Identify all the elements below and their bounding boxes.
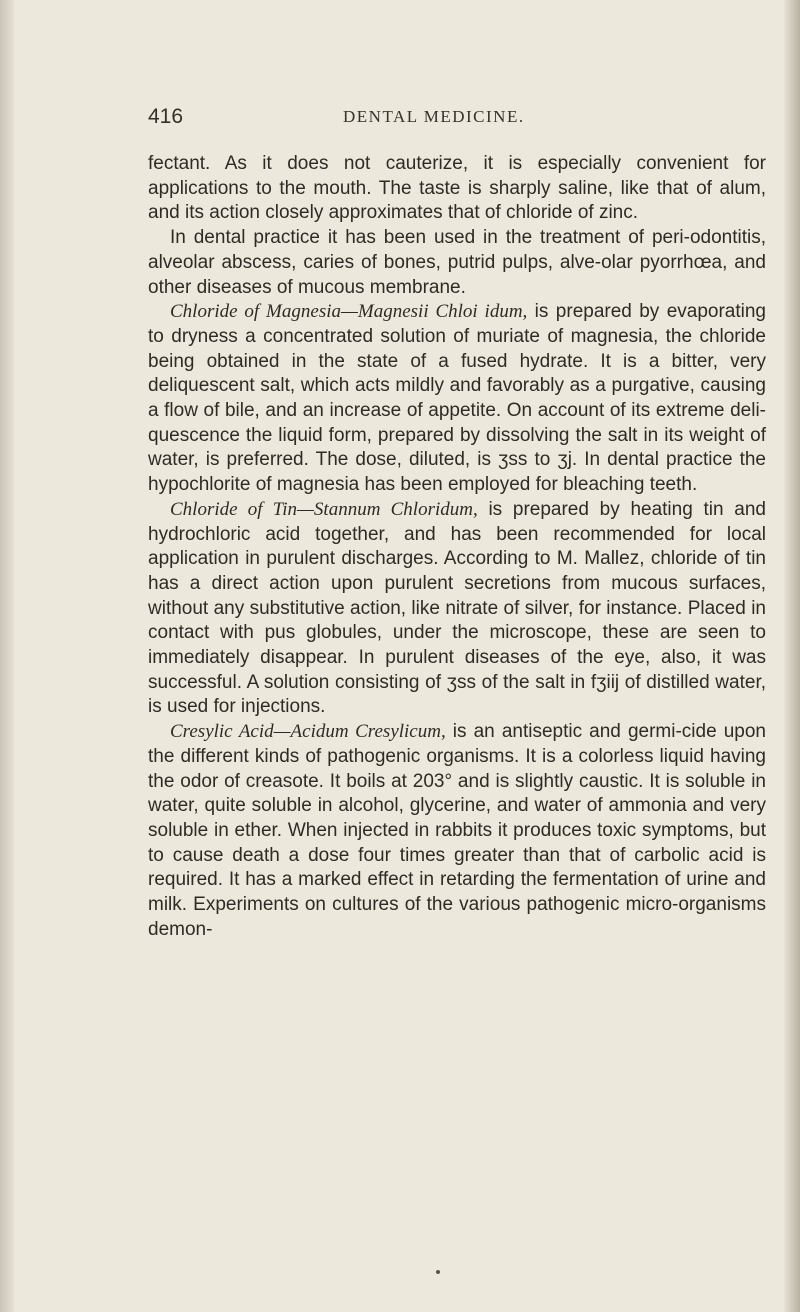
print-speck <box>436 1270 440 1274</box>
entry-title-tin: Chloride of Tin—Stannum Chloridum, <box>170 498 478 520</box>
entry-title-magnesia: Chloride of Magnesia—Magnesii Chloi idum, <box>170 301 528 323</box>
page-number: 416 <box>148 105 184 128</box>
page-edge-right <box>784 0 800 1312</box>
body-text <box>148 152 766 943</box>
entry-text-tin: is prepared by heating tin and hydrochloric acid together, and has been recommended for local application in purulent discharges. According to M. Mallez, chloride of tin has a direct action upon purulent secretions from mucous surfaces, without any substitutive action, like nitrate of silver, for instance. Placed in contact with pus globules, under the microscope, these are seen to immediately disappear. In purulent diseases of the eye, also, it was successful. A solution consisting of ʒss of the salt in fʒiij of distilled water, is used for injections. <box>148 498 767 718</box>
page-header <box>148 105 788 135</box>
running-head: DENTAL MEDICINE. <box>343 107 525 126</box>
entry-text-cresylic: is an antiseptic and germi-cide upon the different kinds of pathogenic organisms. It is a colorless liquid having the odor of creasote. It boils at 203° and is slightly caustic. It is soluble in water, quite soluble in alcohol, glycerine, and water of ammonia and very soluble in ether. When injected in rabbits it produces toxic symptoms, but to cause death a dose four times greater than that of carbolic acid is required. It has a marked effect in retarding the fermentation of urine and milk. Experiments on cultures of the various pathogenic micro-organisms demon- <box>148 721 766 940</box>
paragraph-cresylic-acid <box>148 720 766 942</box>
paragraph-dental-practice: In dental practice it has been used in the treatment of peri-odontitis, alveolar abscess, caries of bones, putrid pulps, alve-olar pyorrhœa, and other diseases of mucous membrane. <box>148 227 766 298</box>
entry-title-cresylic: Cresylic Acid—Acidum Cresylicum, <box>170 721 446 743</box>
page-edge-left <box>0 0 14 1312</box>
entry-text-magnesia: is prepared by evaporating to dryness a concentrated solution of muriate of magnesia, the chloride being obtained in the state of a fused hydrate. It is a bitter, very deliquescent salt, which acts mildly and favorably as a purgative, causing a flow of bile, and an increase of appetite. On account of its extreme deli-quescence the liquid form, prepared by dissolving the salt in its weight of water, is preferred. The dose, diluted, is ʒss to ʒj. In dental practice the hypochlorite of magnesia has been employed for bleaching teeth. <box>148 301 766 496</box>
paragraph-chloride-magnesia <box>148 300 766 498</box>
paragraph-continuation: fectant. As it does not cauterize, it is especially convenient for applications to the mouth. The taste is sharply saline, like that of alum, and its action closely approximates that of chloride of zinc. <box>148 153 766 224</box>
paragraph-chloride-tin <box>148 498 766 720</box>
